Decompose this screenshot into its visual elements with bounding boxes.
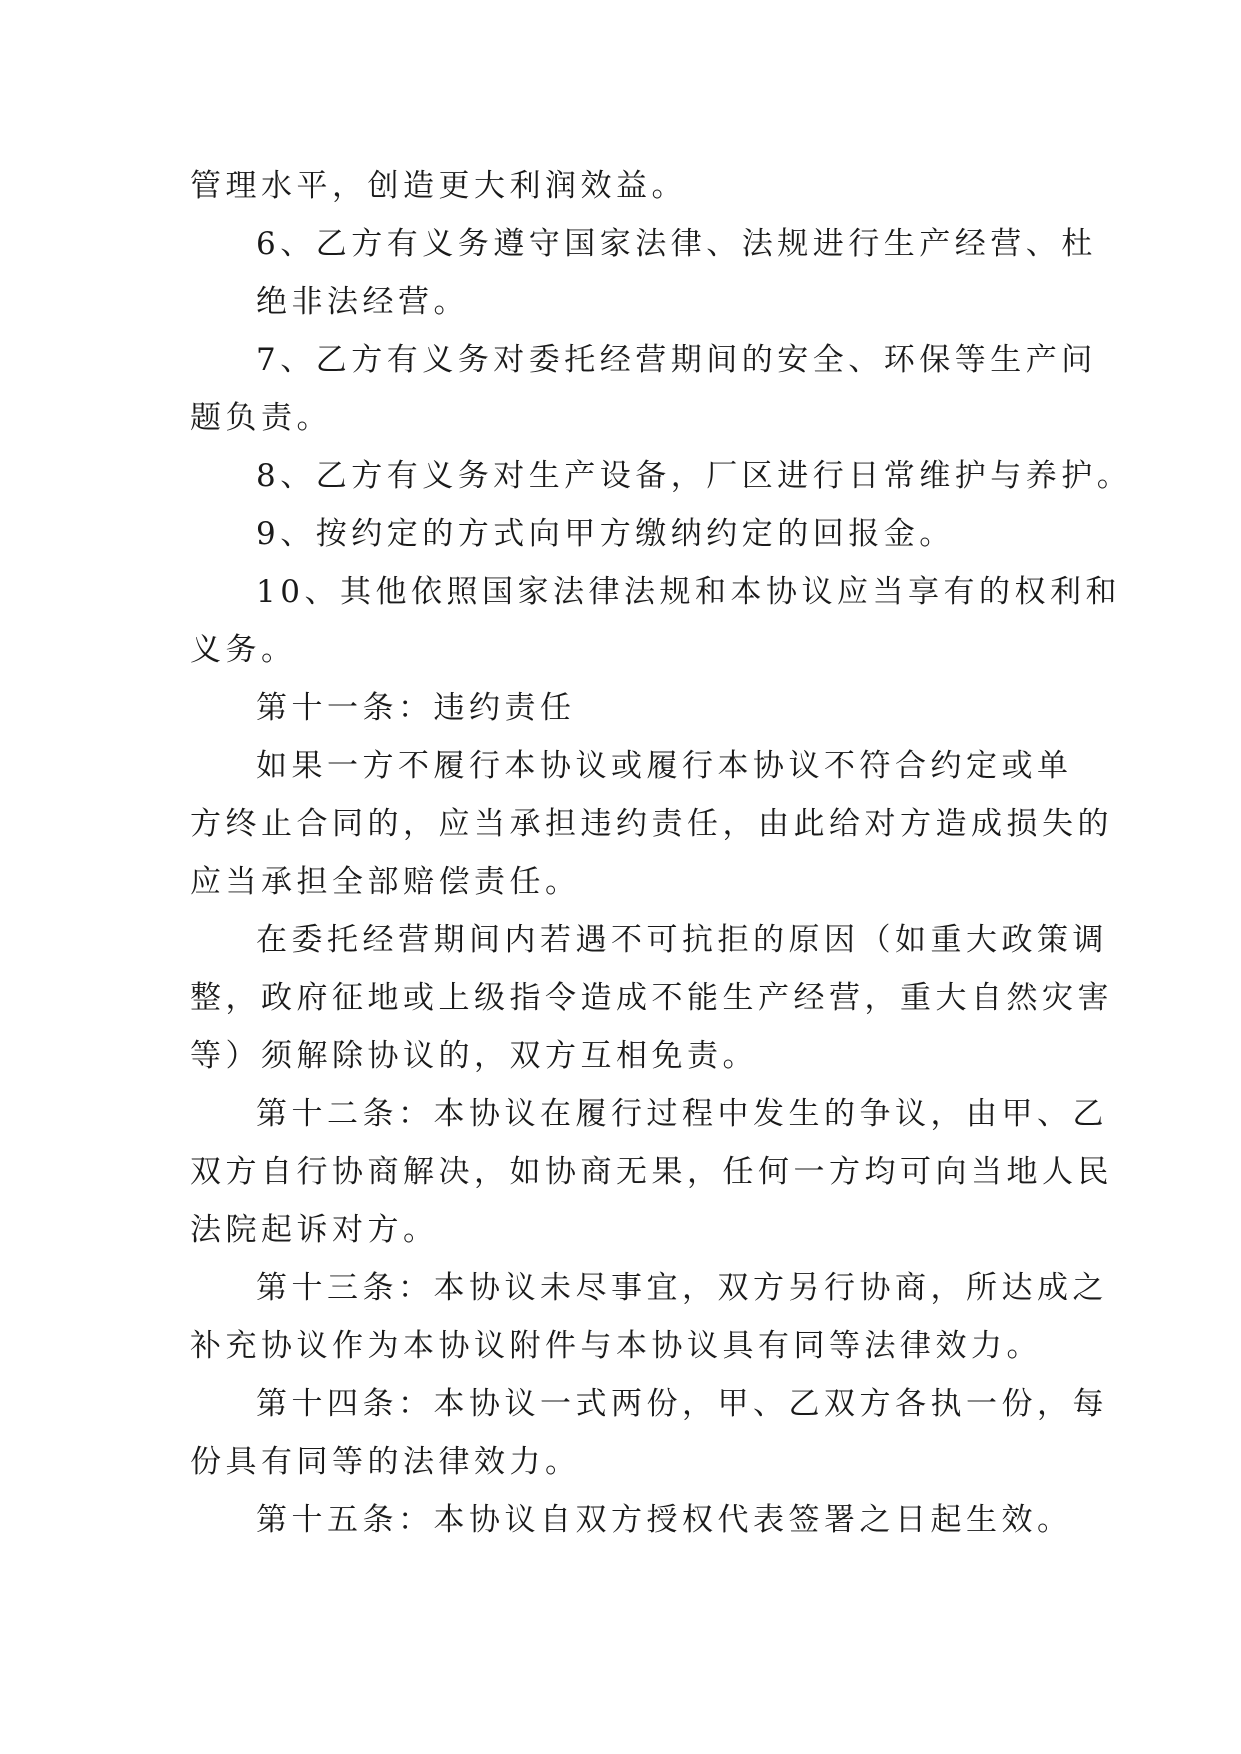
- text-line: 双方自行协商解决，如协商无果，任何一方均可向当地人民: [190, 1154, 1113, 1190]
- text-line: 补充协议作为本协议附件与本协议具有同等法律效力。: [190, 1328, 1042, 1364]
- text-line: 绝非法经营。: [256, 284, 469, 320]
- text-line: 第十二条：本协议在履行过程中发生的争议，由甲、乙: [256, 1096, 1108, 1132]
- text-line: 6、乙方有义务遵守国家法律、法规进行生产经营、杜: [256, 226, 1097, 262]
- text-line: 等）须解除协议的，双方互相免责。: [190, 1038, 758, 1074]
- section-heading: 第十一条：违约责任: [256, 690, 576, 726]
- text-line: 10、其他依照国家法律法规和本协议应当享有的权利和: [256, 574, 1121, 610]
- text-line: 7、乙方有义务对委托经营期间的安全、环保等生产问: [256, 342, 1097, 378]
- text-line: 整，政府征地或上级指令造成不能生产经营，重大自然灾害: [190, 980, 1113, 1016]
- text-line: 题负责。: [190, 400, 332, 436]
- text-line: 9、按约定的方式向甲方缴纳约定的回报金。: [256, 516, 955, 552]
- text-line: 第十四条：本协议一式两份，甲、乙双方各执一份，每: [256, 1386, 1108, 1422]
- text-line: 份具有同等的法律效力。: [190, 1444, 581, 1480]
- text-line: 第十三条：本协议未尽事宜，双方另行协商，所达成之: [256, 1270, 1108, 1306]
- text-line: 方终止合同的，应当承担违约责任，由此给对方造成损失的: [190, 806, 1113, 842]
- text-line: 管理水平，创造更大利润效益。: [190, 168, 687, 204]
- text-line: 如果一方不履行本协议或履行本协议不符合约定或单: [256, 748, 1073, 784]
- text-line: 在委托经营期间内若遇不可抗拒的原因（如重大政策调: [256, 922, 1108, 958]
- text-line: 应当承担全部赔偿责任。: [190, 864, 581, 900]
- text-line: 第十五条：本协议自双方授权代表签署之日起生效。: [256, 1502, 1073, 1538]
- text-line: 8、乙方有义务对生产设备，厂区进行日常维护与养护。: [256, 458, 1133, 494]
- text-line: 义务。: [190, 632, 297, 668]
- text-line: 法院起诉对方。: [190, 1212, 439, 1248]
